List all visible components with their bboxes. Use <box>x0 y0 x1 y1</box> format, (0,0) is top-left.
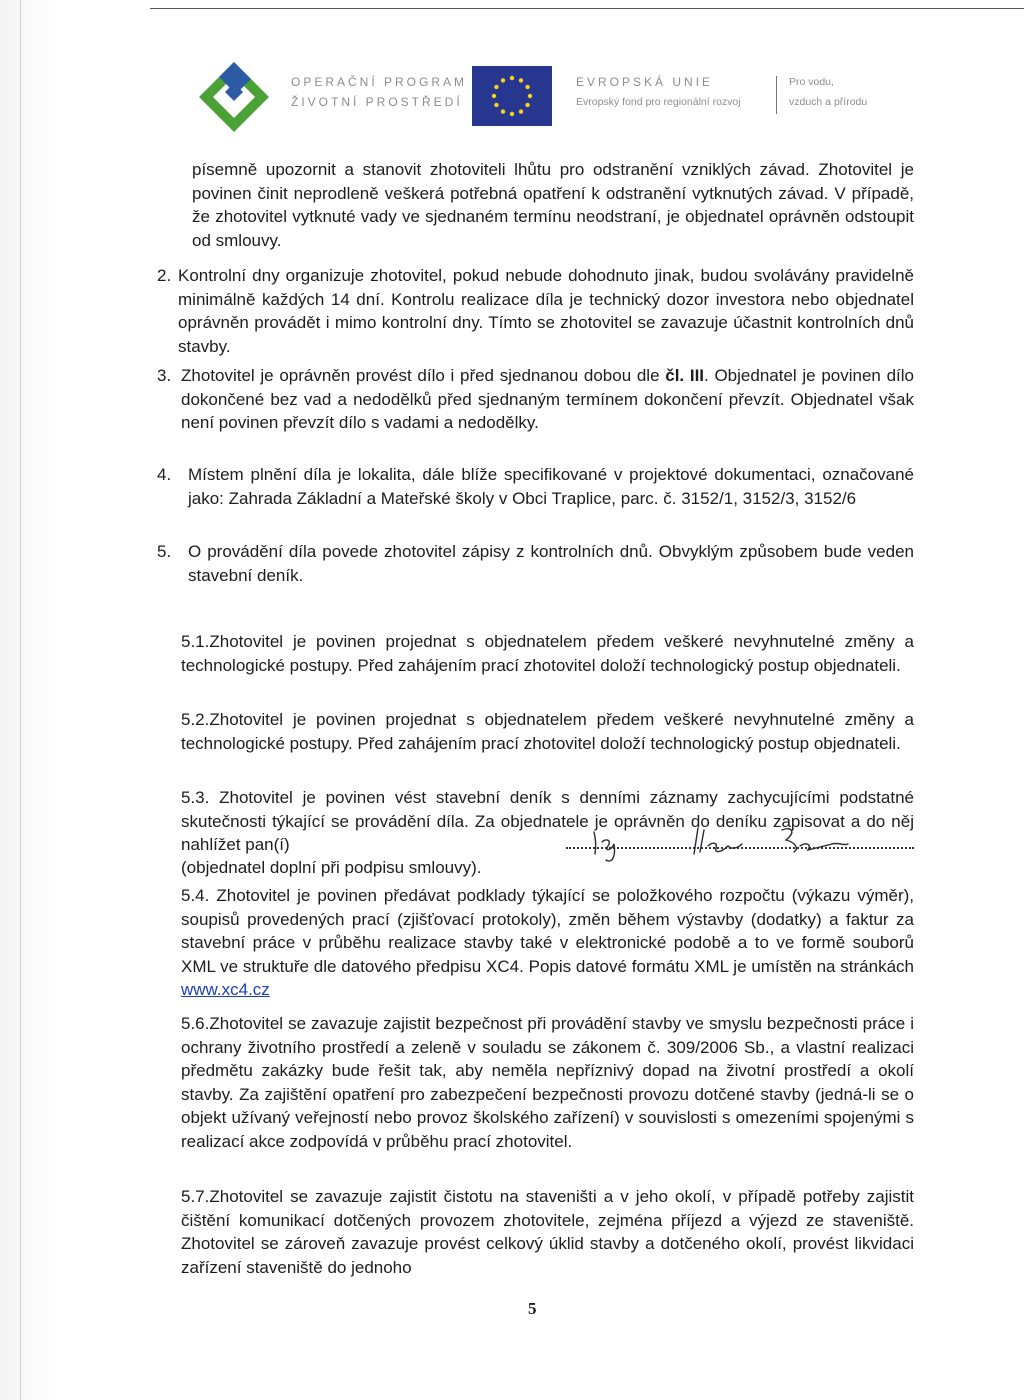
paragraph-5: O provádění díla povede zhotovitel zápisy z kontrolních dnů. Obvyklým způsobem bude veden stavební deník. <box>188 542 914 585</box>
programme-line-2: ŽIVOTNÍ PROSTŘEDÍ <box>291 95 463 109</box>
slogan-line-2: vzduch a přírodu <box>789 96 868 108</box>
paragraph-3-text-b: . Objednatel je povinen dílo dokončené bez vad a nedodělků před sjednaným termínem dokončení převzít. Objednatel však není povinen převzít dílo s vadami a nedodělky. <box>181 366 914 432</box>
handwritten-signature-icon <box>586 812 906 862</box>
paragraph-5-1: 5.1.Zhotovitel je povinen projednat s objednatelem předem veškeré nevyhnutelné změny a technologické postupy. Před zahájením prací zhotovitel doloží technologický postup objednateli. <box>181 632 914 675</box>
intro-paragraph: písemně upozornit a stanovit zhotoviteli lhůtu pro odstranění vzniklých závad. Zhotovitel je povinen činit neprodleně veškerá potřebná opatření k odstranění vytknutých závad. V případě, že zhotovitel vytknuté vady ve sjednaném termínu neodstraní, je objednatel oprávněn odstoupit od smlouvy. <box>192 160 914 250</box>
paragraph-2: Kontrolní dny organizuje zhotovitel, pokud nebude dohodnuto jinak, budou svolávány pravidelně minimálně každých 14 dní. Kontrolu realizace díla je technický dozor investora nebo objednatel oprávněn provádět i mimo kontrolní dny. Tímto se zhotovitel se zavazuje účastnit kontrolních dnů stavby. <box>178 266 914 356</box>
eu-line-1: EVROPSKÁ UNIE <box>576 75 714 89</box>
slogan-line-1: Pro vodu, <box>789 76 834 88</box>
item-number-4: 4. <box>157 465 172 484</box>
paragraph-5-4 <box>181 884 914 1002</box>
paragraph-5-2: 5.2.Zhotovitel je povinen projednat s objednatelem předem veškeré nevyhnutelné změny a technologické postupy. Před zahájením prací zhotovitel doloží technologický postup objednateli. <box>181 710 914 753</box>
paragraph-5-3: 5.3. Zhotovitel je povinen vést stavební deník s denními záznamy zachycujícími podstatné skutečnosti týkající se provádění díla. Za objednatele je oprávněn do deníku zapisovat a do něj nahlížet pan(í) <box>181 788 914 854</box>
xc4-link[interactable]: www.xc4.cz <box>181 980 270 999</box>
paragraph-5-4-text: 5.4. Zhotovitel je povinen předávat podklady týkající se položkového rozpočtu (výkazu výměr), soupisů provedených prací (zjišťovací protokoly), změn během výstavby (dodatky) a faktur za stavební práce v průběhu realizace stavby také v elektronické podobě a to ve formě souborů XML ve struktuře dle datového předpisu XC4. Popis datové formátu XML je umístěn na stránkách <box>181 886 914 976</box>
page-number: 5 <box>528 1299 537 1318</box>
item-number-2: 2. <box>157 266 172 285</box>
paragraph-5-6: 5.6.Zhotovitel se zavazuje zajistit bezpečnost při provádění stavby ve smyslu bezpečnosti práce i ochrany životního prostředí a zeleně v souladu se zákonem č. 309/2006 Sb., a vlastní realizaci předmětu zakázky bude řešit tak, aby neměla nepříznivý dopad na životní prostředí a okolí stavby. Za zajištění opatření pro zabezpečení bezpečnosti provozu dotčené stavby (jedná-li se o objekt užívaný veřejností nebo provoz školského zařízení) v souvislosti s omezeními spojenými s realizací akce zodpovídá v průběhu prací zhotovitel. <box>181 1014 914 1151</box>
item-number-5: 5. <box>157 542 172 561</box>
programme-line-1: OPERAČNÍ PROGRAM <box>291 75 468 89</box>
item-number-3: 3. <box>157 366 172 385</box>
paragraph-5-7: 5.7.Zhotovitel se zavazuje zajistit čistotu na staveništi a v jeho okolí, v případě potřeby zajistit čištění komunikací dotčených provozem zhotovitele, zejména příjezd a výjezd ze staveniště. Zhotovitel se zároveň zavazuje provést celkový úklid stavby a dotčeného okolí, provést likvidaci zařízení staveniště do jednoho <box>181 1187 914 1277</box>
paragraph-3-text-a: Zhotovitel je oprávněn provést dílo i před sjednanou dobou dle <box>181 366 666 385</box>
article-reference: čl. III <box>665 366 705 385</box>
eu-line-2: Evropský fond pro regionální rozvoj <box>576 96 741 108</box>
paragraph-4: Místem plnění díla je lokalita, dále blíže specifikované v projektové dokumentaci, označované jako: Zahrada Základní a Mateřské školy v Obci Traplice, parc. č. 3152/1, 3152/3, 3152/6 <box>188 465 914 508</box>
paragraph-3 <box>181 364 914 435</box>
paragraph-5-3-note: (objednatel doplní při podpisu smlouvy). <box>181 858 482 877</box>
